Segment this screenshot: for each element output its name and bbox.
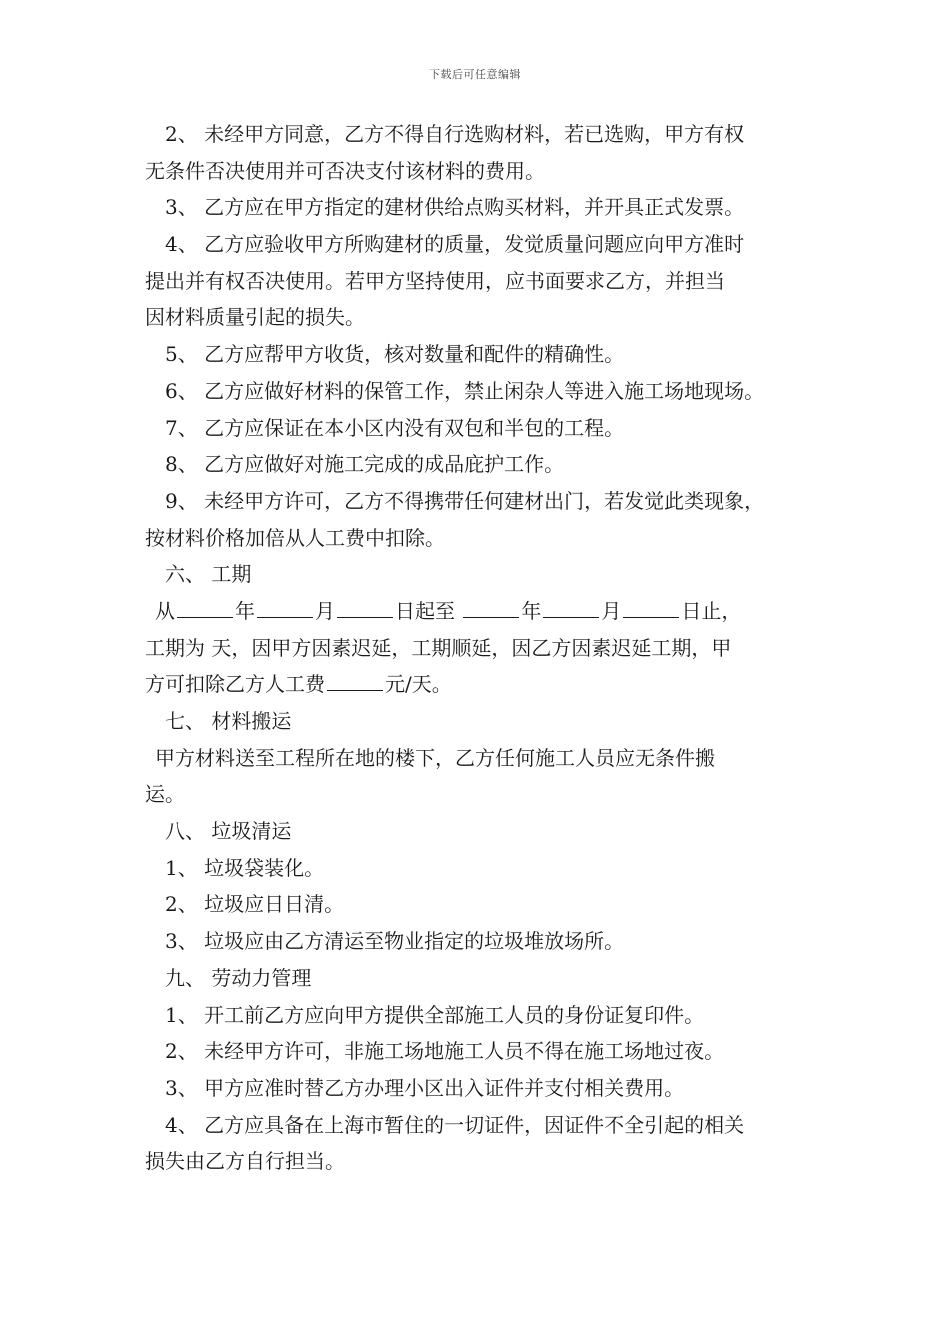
text-segment: 方可扣除乙方人工费: [145, 672, 325, 697]
text-line: 8、 乙方应做好对施工完成的成品庇护工作。: [165, 452, 565, 477]
page-header-note: 下载后可任意编辑: [429, 68, 521, 81]
text-line: 八、 垃圾清运: [165, 819, 292, 844]
text-segment: 年: [235, 598, 255, 623]
text-line: 3、 乙方应在甲方指定的建材供给点购买材料，并开具正式发票。: [165, 195, 745, 220]
text-line: 七、 材料搬运: [165, 709, 292, 733]
text-line: 2、 垃圾应日日清。: [165, 892, 345, 917]
text-line: 损失由乙方自行担当。: [145, 1149, 345, 1174]
text-line: 因材料质量引起的损失。: [145, 305, 365, 330]
text-line: 无条件否决使用并可否决支付该材料的费用。: [145, 158, 545, 183]
text-line: 4、 乙方应具备在上海市暂住的一切证件，因证件不全引起的相关: [165, 1112, 745, 1137]
text-line: 2、 未经甲方同意，乙方不得自行选购材料，若已选购，甲方有权: [165, 122, 745, 146]
text-line: 1、 开工前乙方应向甲方提供全部施工人员的身份证复印件。: [165, 1002, 705, 1027]
text-line: [145, 666, 825, 703]
text-line: 6、 乙方应做好材料的保管工作，禁止闲杂人等进入施工场地现场。: [165, 378, 765, 403]
fill-in-blank[interactable]: [623, 616, 679, 618]
text-line: 3、 甲方应准时替乙方办理小区出入证件并支付相关费用。: [165, 1075, 685, 1100]
document-body: [145, 116, 825, 1180]
fill-in-blank[interactable]: [257, 616, 313, 618]
text-line: 1、 垃圾袋装化。: [165, 855, 325, 880]
fill-in-blank[interactable]: [177, 616, 233, 618]
text-line: 2、 未经甲方许可，非施工场地施工人员不得在施工场地过夜。: [165, 1039, 725, 1064]
fill-in-blank[interactable]: [463, 616, 519, 618]
text-line: 甲方材料送至工程所在地的楼下，乙方任何施工人员应无条件搬: [155, 745, 715, 770]
text-line: 九、 劳动力管理: [165, 965, 312, 990]
text-line: 运。: [145, 782, 185, 807]
text-line: 提出并有权否决使用。若甲方坚持使用，应书面要求乙方，并担当: [145, 268, 725, 293]
fill-in-blank[interactable]: [327, 689, 383, 691]
text-line: 9、 未经甲方许可，乙方不得携带任何建材出门，若发觉此类现象，: [165, 488, 765, 513]
text-segment: 年: [521, 598, 542, 623]
text-line: [145, 593, 825, 630]
text-line: 3、 垃圾应由乙方清运至物业指定的垃圾堆放场所。: [165, 929, 625, 954]
text-line: 5、 乙方应帮甲方收货，核对数量和配件的精确性。: [165, 342, 625, 367]
text-segment: 从: [155, 598, 175, 623]
text-segment: 日起至: [395, 598, 462, 623]
text-line: 工期为 天，因甲方因素迟延，工期顺延，因乙方因素迟延工期，甲: [145, 635, 732, 660]
text-segment: 月: [315, 598, 335, 623]
text-segment: 月: [601, 598, 622, 623]
fill-in-blank[interactable]: [543, 616, 599, 618]
text-line: 4、 乙方应验收甲方所购建材的质量，发觉质量问题应向甲方准时: [165, 232, 745, 257]
fill-in-blank[interactable]: [337, 616, 393, 618]
text-line: 7、 乙方应保证在本小区内没有双包和半包的工程。: [165, 415, 625, 440]
text-line: 按材料价格加倍从人工费中扣除。: [145, 525, 445, 550]
text-segment: 日止，: [681, 598, 742, 623]
text-segment: 元/天。: [385, 672, 452, 697]
text-line: 六、 工期: [165, 562, 252, 587]
